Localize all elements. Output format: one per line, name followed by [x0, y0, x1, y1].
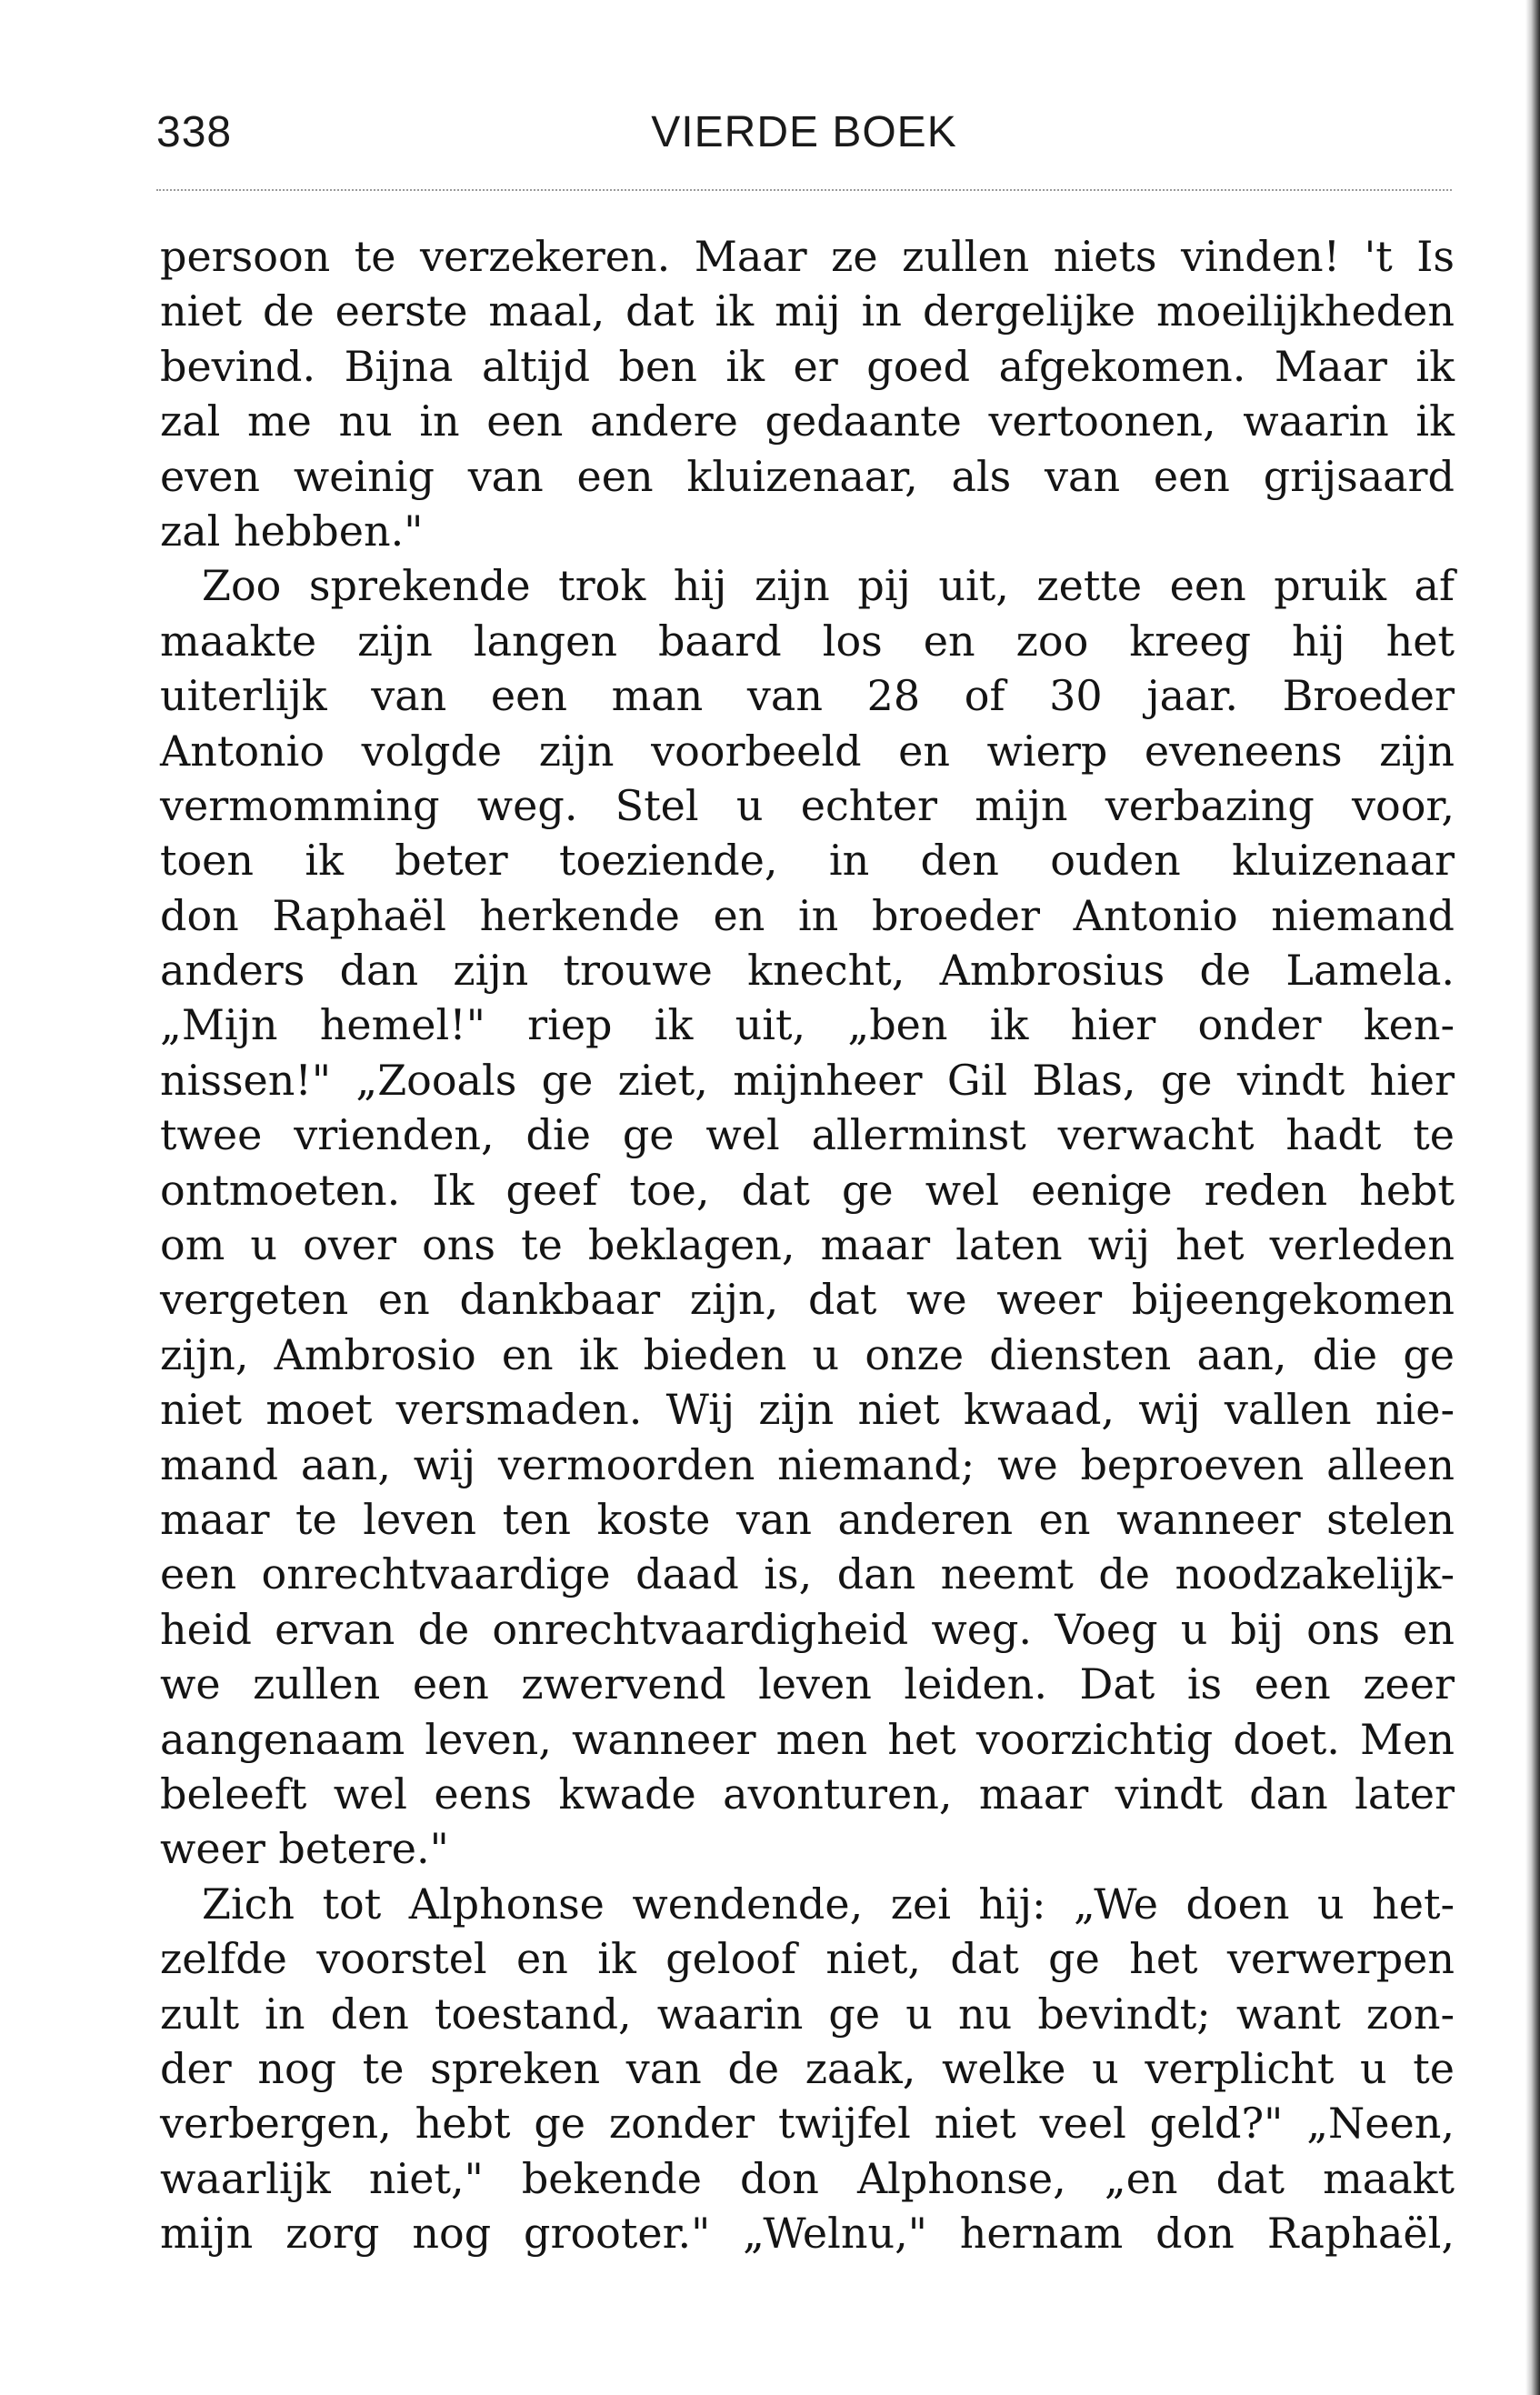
text-line: der nog te spreken van de zaak, welke u verplicht u te — [160, 2043, 1455, 2093]
text-line: don Raphaël herkende en in broeder Antonio niemand — [160, 890, 1455, 940]
text-line: twee vrienden, die ge wel allerminst verwacht hadt te — [160, 1110, 1455, 1160]
text-line: een onrechtvaardige daad is, dan neemt de noodzakelijk- — [160, 1549, 1455, 1599]
text-line: even weinig van een kluizenaar, als van een grijsaard — [160, 451, 1455, 501]
text-line: aangenaam leven, wanneer men het voorzichtig doet. Men — [160, 1714, 1455, 1764]
text-line: waarlijk niet," bekende don Alphonse, „en dat maakt — [160, 2153, 1455, 2203]
text-line: „Mijn hemel!" riep ik uit, „ben ik hier onder ken- — [160, 1000, 1455, 1050]
text-line: maar te leven ten koste van anderen en wanneer stelen — [160, 1494, 1455, 1544]
text-line: anders dan zijn trouwe knecht, Ambrosius de Lamela. — [160, 946, 1455, 996]
text-line: verbergen, hebt ge zonder twijfel niet veel geld?" „Neen, — [160, 2099, 1455, 2149]
text-line: vermomming weg. Stel u echter mijn verbazing voor, — [160, 780, 1455, 830]
text-line: mand aan, wij vermoorden niemand; we beproeven alleen — [160, 1439, 1455, 1489]
text-line: niet de eerste maal, dat ik mij in dergelijke moeilijkheden — [160, 286, 1455, 336]
text-line: zult in den toestand, waarin ge u nu bevindt; want zon- — [160, 1989, 1455, 2039]
text-line: persoon te verzekeren. Maar ze zullen niets vinden! 't Is — [160, 232, 1455, 281]
text-line: zelfde voorstel en ik geloof niet, dat ge het verwerpen — [160, 1934, 1455, 1984]
running-head — [156, 107, 1452, 171]
text-line: beleeft wel eens kwade avonturen, maar vindt dan later — [160, 1769, 1455, 1819]
page-number: 338 — [156, 108, 233, 156]
text-line: mijn zorg nog grooter." „Welnu," hernam don Raphaël, — [160, 2209, 1455, 2259]
text-line: zijn, Ambrosio en ik bieden u onze diensten aan, die ge — [160, 1329, 1455, 1379]
text-line: weer betere." — [160, 1824, 449, 1874]
header-rule — [156, 189, 1452, 191]
text-line: zal hebben." — [160, 506, 424, 556]
text-line: nissen!" „Zooals ge ziet, mijnheer Gil Blas, ge vindt hier — [160, 1055, 1455, 1105]
text-line: ontmoeten. Ik geef toe, dat ge wel eenige reden hebt — [160, 1165, 1455, 1215]
text-line: Zoo sprekende trok hij zijn pij uit, zette een pruik af — [202, 561, 1455, 611]
text-line: Zich tot Alphonse wendende, zei hij: „We doen u het- — [202, 1879, 1455, 1929]
text-line: we zullen een zwervend leven leiden. Dat is een zeer — [160, 1659, 1455, 1709]
text-line: maakte zijn langen baard los en zoo kreeg hij het — [160, 616, 1455, 666]
text-line: Antonio volgde zijn voorbeeld en wierp eveneens zijn — [160, 726, 1455, 776]
text-line: toen ik beter toeziende, in den ouden kluizenaar — [160, 836, 1455, 886]
text-line: zal me nu in een andere gedaante vertoonen, waarin ik — [160, 396, 1455, 446]
running-title: VIERDE BOEK — [651, 108, 957, 156]
text-line: uiterlijk van een man van 28 of 30 jaar. Broeder — [160, 671, 1455, 721]
text-line: vergeten en dankbaar zijn, dat we weer bijeengekomen — [160, 1275, 1455, 1325]
page-binding-edge — [1525, 0, 1540, 2395]
body-text — [160, 229, 1455, 2260]
text-line: om u over ons te beklagen, maar laten wij het verleden — [160, 1220, 1455, 1270]
text-line: heid ervan de onrechtvaardigheid weg. Voeg u bij ons en — [160, 1604, 1455, 1654]
text-line: bevind. Bijna altijd ben ik er goed afgekomen. Maar ik — [160, 341, 1455, 391]
text-line: niet moet versmaden. Wij zijn niet kwaad, wij vallen nie- — [160, 1385, 1455, 1435]
